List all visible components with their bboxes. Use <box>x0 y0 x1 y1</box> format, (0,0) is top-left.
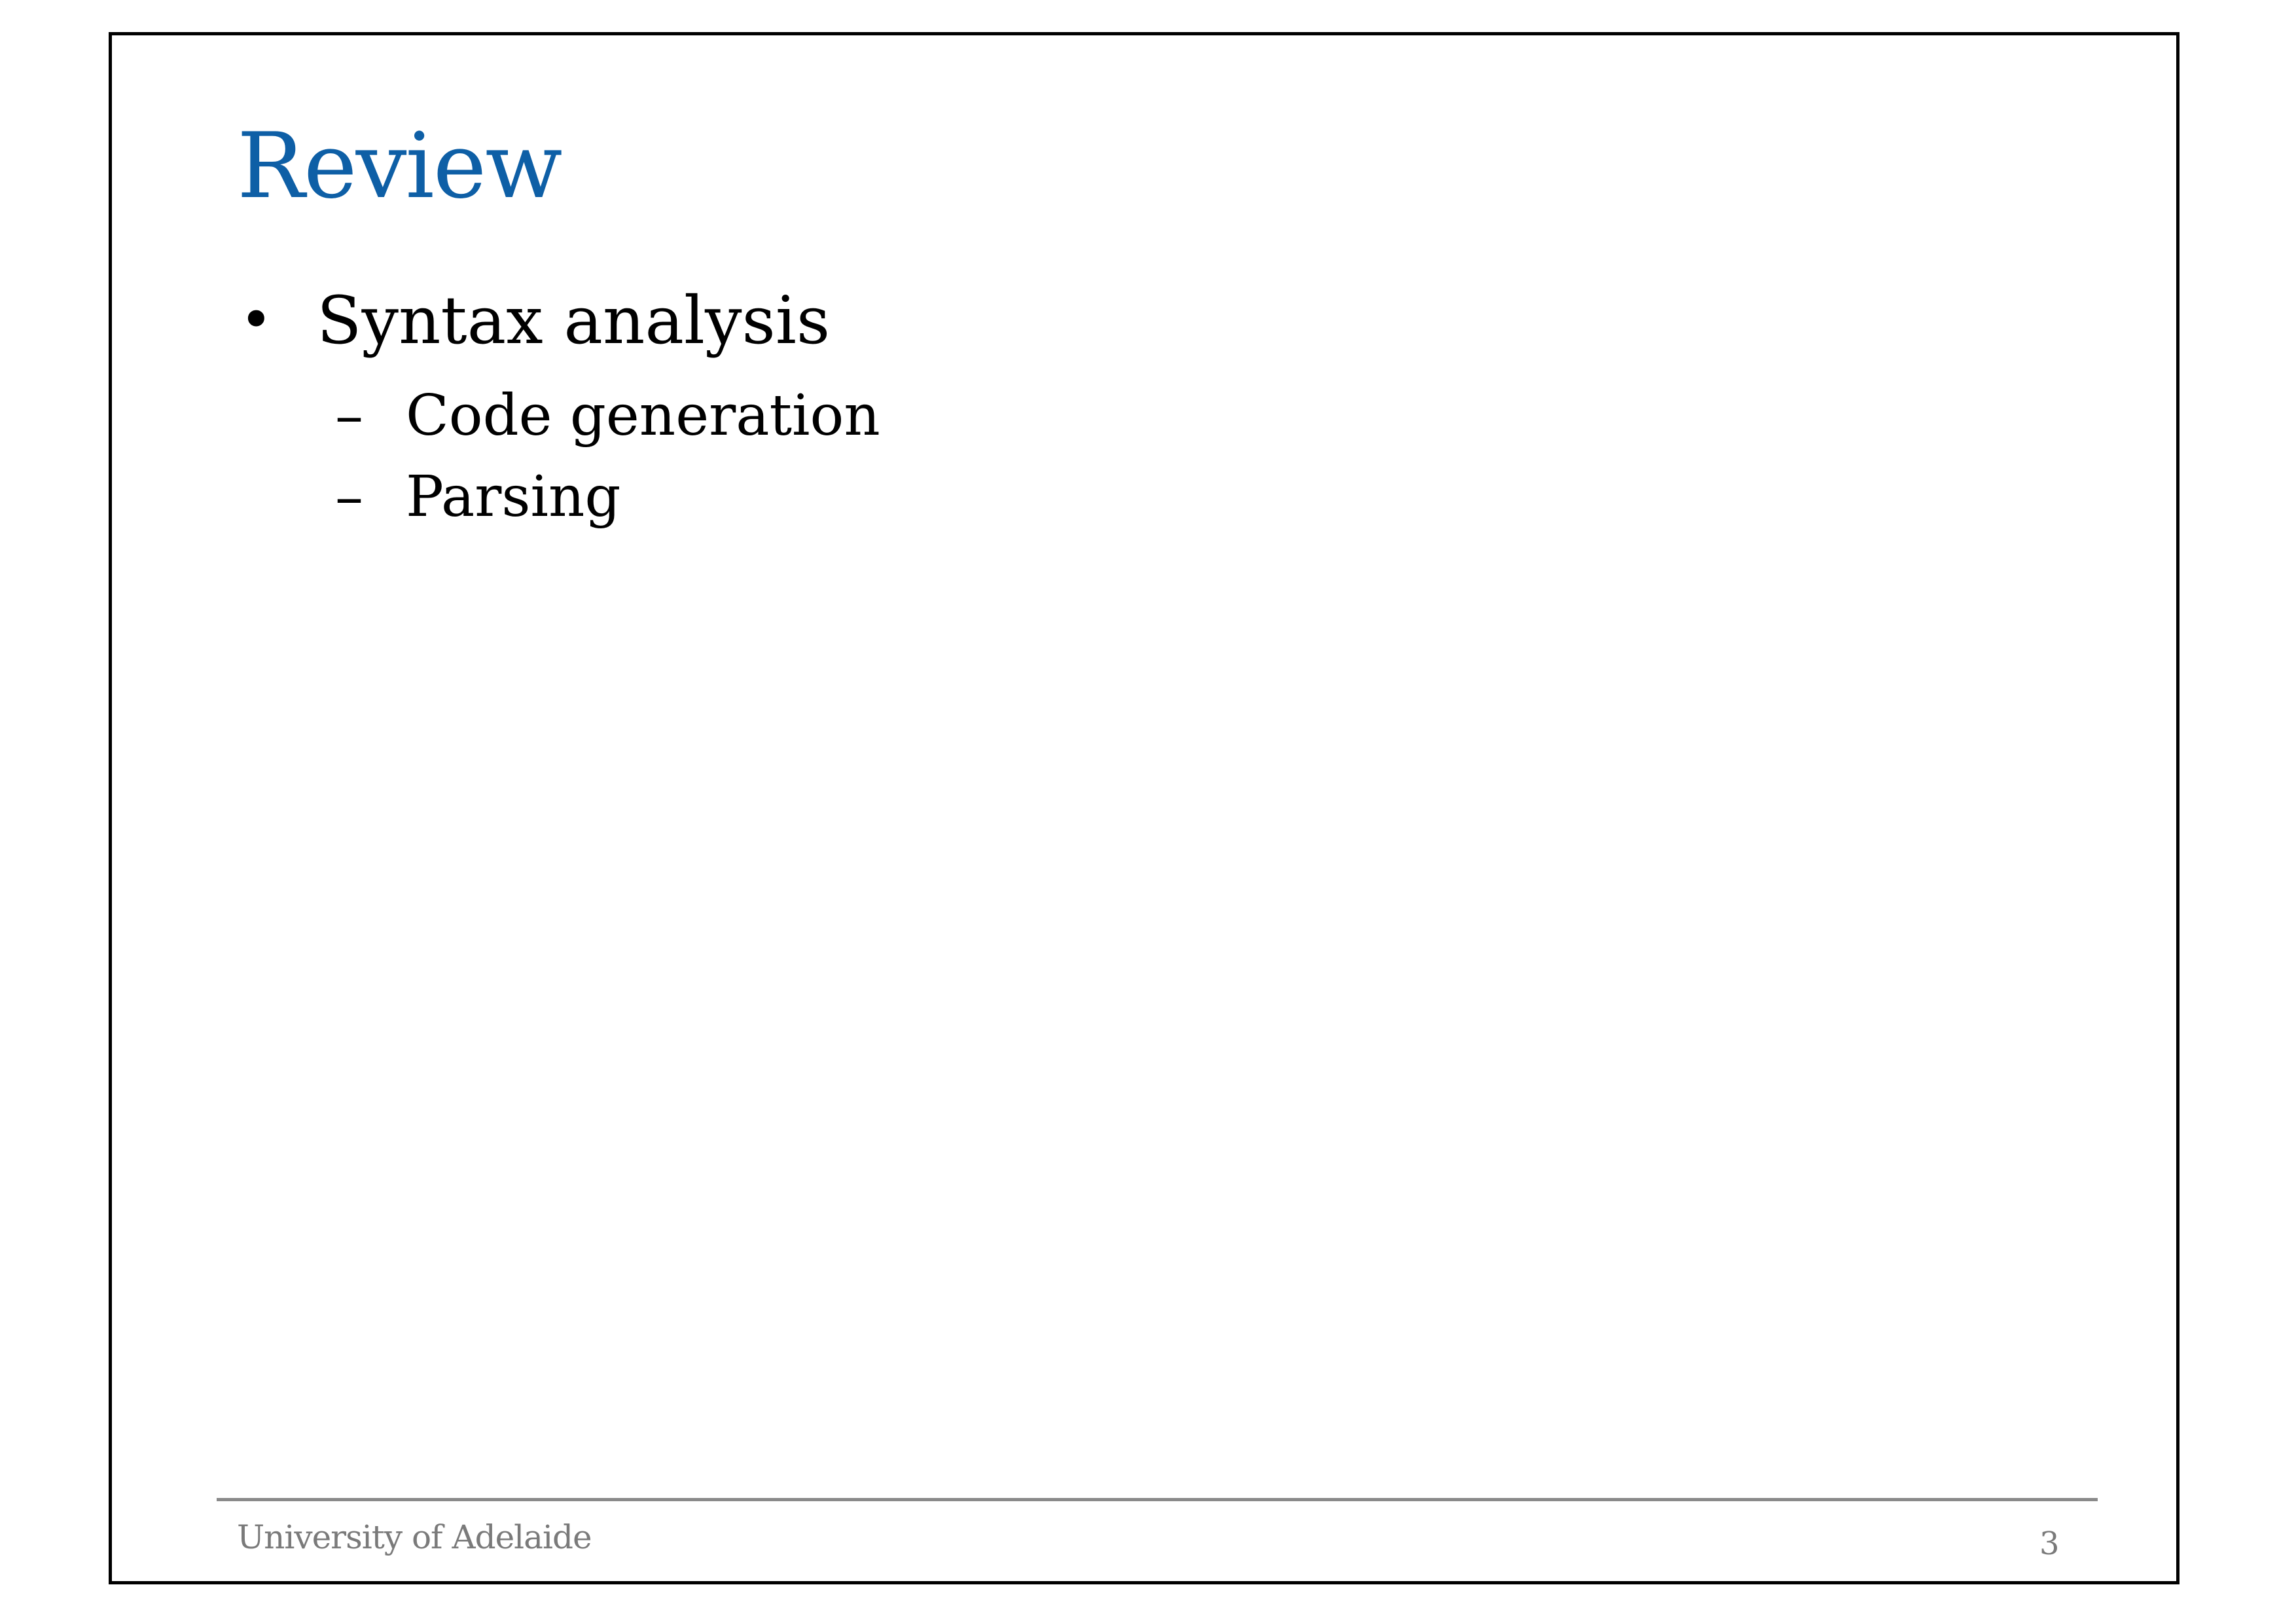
bullet-text: Syntax analysis <box>317 282 831 359</box>
bullet-marker: • <box>240 287 273 353</box>
page-number: 3 <box>2039 1525 2060 1562</box>
sub-bullet-text: Code generation <box>406 383 880 448</box>
slide-title: Review <box>237 113 562 219</box>
sub-bullet-text: Parsing <box>406 464 621 530</box>
dash-marker: – <box>335 383 363 448</box>
dash-marker: – <box>335 464 363 530</box>
footer-divider <box>217 1498 2098 1501</box>
footer-institution: University of Adelaide <box>237 1518 592 1556</box>
slide-frame <box>109 32 2179 1584</box>
